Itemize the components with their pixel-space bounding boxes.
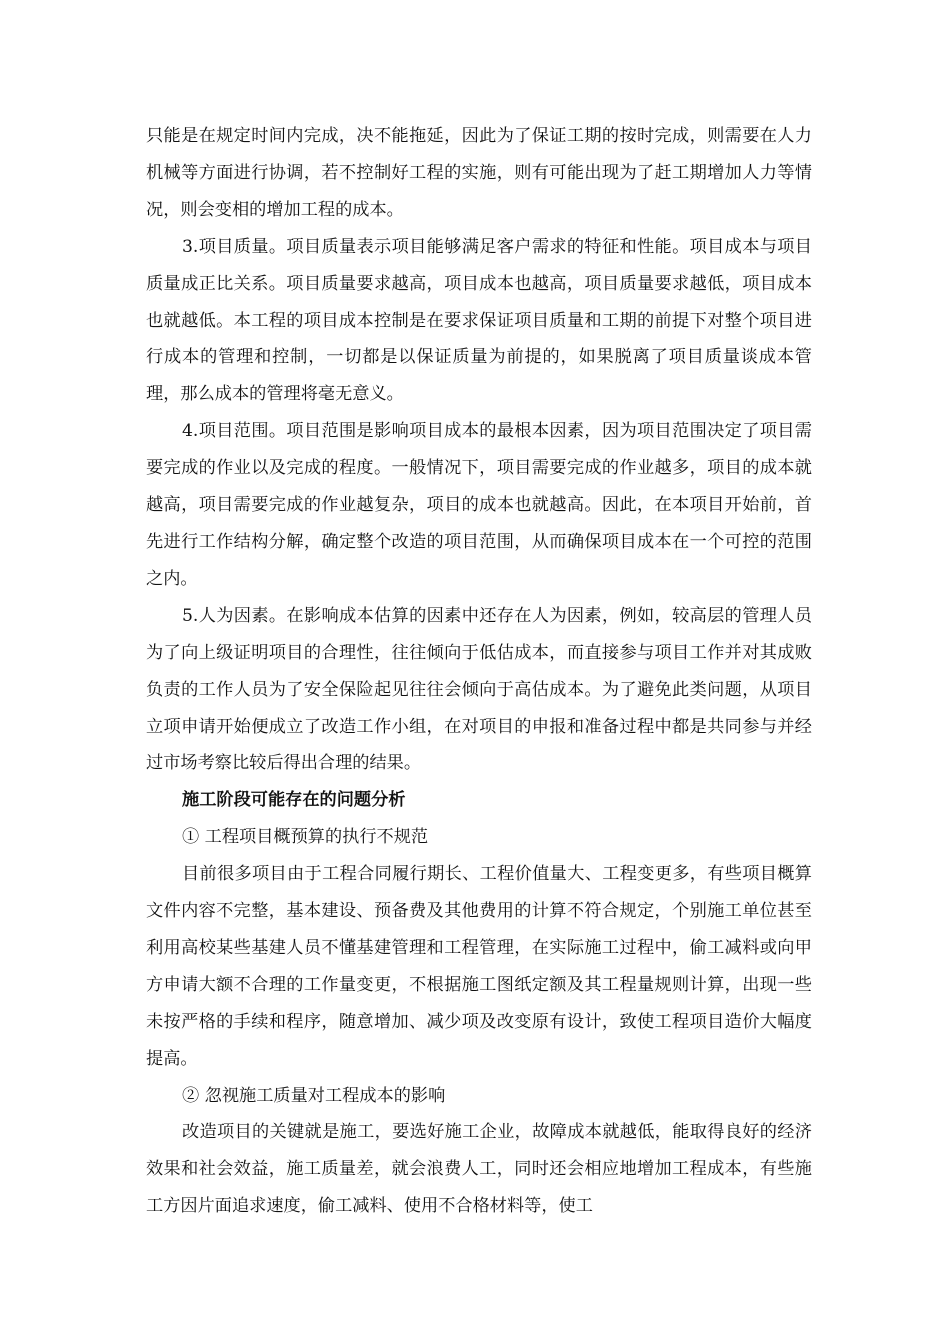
paragraph-human-factors: 5.人为因素。在影响成本估算的因素中还存在人为因素，例如，较高层的管理人员为了向上级证明项目的合理性，往往倾向于低估成本，而直接参与项目工作并对其成败负责的工作人员为了安全保险起见往往会倾向于高估成本。为了避免此类问题，从项目立项申请开始便成立了改造工作小组，在对项目的申报和准备过程中都是共同参与并经过市场考察比较后得出合理的结果。	[146, 605, 812, 774]
paragraph-construction-quality: 改造项目的关键就是施工，要选好施工企业，故障成本就越低，能取得良好的经济效果和社会效益，施工质量差，就会浪费人工，同时还会相应地增加工程成本，有些施工方因片面追求速度，偷工减料、使用不合格材料等，使工	[146, 1122, 812, 1217]
paragraph-project-scope: 4.项目范围。项目范围是影响项目成本的最根本因素，因为项目范围决定了项目需要完成的作业以及完成的程度。一般情况下，项目需要完成的作业越多，项目的成本就越高，项目需要完成的作业越复杂，项目的成本也就越高。因此，在本项目开始前，首先进行工作结构分解，确定整个改造的项目范围，从而确保项目成本在一个可控的范围之内。	[146, 421, 812, 589]
subheading-construction-quality: ② 忽视施工质量对工程成本的影响	[182, 1085, 446, 1106]
paragraph-continuation: 只能是在规定时间内完成，决不能拖延，因此为了保证工期的按时完成，则需要在人力机械等方面进行协调，若不控制好工程的实施，则有可能出现为了赶工期增加人力等情况，则会变相的增加工程的成本。	[146, 126, 812, 220]
paragraph-budget-execution: 目前很多项目由于工程合同履行期长、工程价值量大、工程变更多，有些项目概算文件内容不完整，基本建设、预备费及其他费用的计算不符合规定，个别施工单位甚至利用高校某些基建人员不懂基建管理和工程管理，在实际施工过程中，偷工减料或向甲方申请大额不合理的工作量变更，不根据施工图纸定额及其工程量规则计算，出现一些未按严格的手续和程序，随意增加、减少项及改变原有设计，致使工程项目造价大幅度提高。	[146, 864, 812, 1069]
paragraph-project-quality: 3.项目质量。项目质量表示项目能够满足客户需求的特征和性能。项目成本与项目质量成正比关系。项目质量要求越高，项目成本也越高，项目质量要求越低，项目成本也就越低。本工程的项目成本控制是在要求保证项目质量和工期的前提下对整个项目进行成本的管理和控制，一切都是以保证质量为前提的，如果脱离了项目质量谈成本管理，那么成本的管理将毫无意义。	[146, 236, 812, 405]
subheading-budget-execution: ① 工程项目概预算的执行不规范	[182, 827, 429, 848]
section-heading: 施工阶段可能存在的问题分析	[182, 790, 406, 811]
document-page	[146, 118, 812, 1225]
